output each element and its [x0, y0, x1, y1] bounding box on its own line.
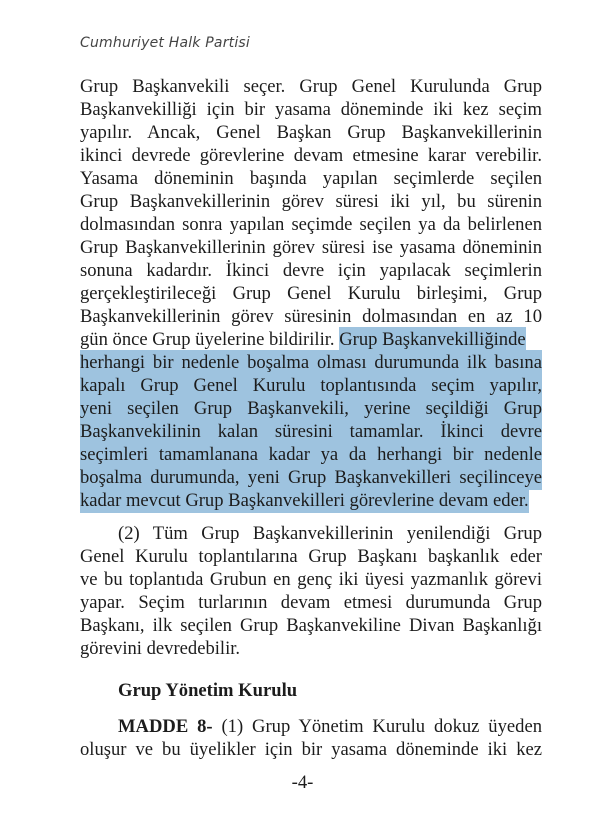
section-heading: Grup Yönetim Kurulu: [118, 680, 298, 701]
article-label: MADDE 8-: [118, 716, 213, 737]
article-text: (1) Grup Yönetim Kurulu dokuz üyeden: [212, 716, 542, 737]
text-line: Başkanı, ilk seçilen Grup Başkanvekiline Divan Başkanlığı: [80, 615, 542, 636]
text-line: Genel Kurulu toplantılarına Grup Başkanı başkanlık eder: [80, 546, 542, 567]
text-line: gerçekleştirileceği Grup Genel Kurulu birleşimi, Grup: [80, 283, 542, 304]
text-plain: gün önce Grup üyelerine bildirilir.: [80, 329, 340, 350]
highlighted-line[interactable]: [80, 489, 542, 512]
page-number: -4-: [291, 772, 314, 793]
text-line: oluşur ve bu üyelikler için bir yasama döneminde iki kez: [80, 739, 542, 760]
text-line: yapar. Seçim turlarının devam etmesi durumunda Grup: [80, 592, 542, 613]
text-line: (2) Tüm Grup Başkanvekillerinin yenilendiği Grup: [118, 523, 542, 544]
text-selection-highlight[interactable]: kapalı Grup Genel Kurulu toplantısında seçim yapılır,: [80, 375, 542, 396]
highlighted-line[interactable]: [80, 351, 542, 374]
text-selection-highlight[interactable]: Başkanvekilinin kalan süresini tamamlar. İkinci devre: [80, 421, 542, 442]
running-header: Cumhuriyet Halk Partisi: [80, 35, 251, 51]
text-line: Başkanvekillerinin görev süresinin dolmasından en az 10: [80, 306, 542, 327]
text-line: ve bu toplantıda Grubun en genç iki üyesi yazmanlık görevi: [80, 569, 542, 590]
text-line: Grup Başkanvekillerinin görev süresi ise yasama döneminin: [80, 237, 542, 258]
highlighted-line[interactable]: [80, 443, 542, 466]
text-selection-highlight[interactable]: boşalma durumunda, yeni Grup Başkanvekilleri seçilinceye: [80, 467, 542, 488]
text-line: Başkanvekilliği için bir yasama döneminde iki kez seçim: [80, 99, 542, 120]
highlighted-line[interactable]: [80, 397, 542, 420]
text-selection-highlight[interactable]: Grup Başkanvekilliğinde: [339, 329, 526, 350]
text-line: yapılır. Ancak, Genel Başkan Grup Başkanvekillerinin: [80, 122, 542, 143]
highlighted-line[interactable]: [80, 466, 542, 489]
highlighted-line[interactable]: [80, 374, 542, 397]
text-line: Yasama döneminin başında yapılan seçimlerde seçilen: [80, 168, 542, 189]
text-selection-highlight[interactable]: kadar mevcut Grup Başkanvekilleri görevlerine devam eder.: [80, 490, 529, 511]
text-line: Grup Başkanvekillerinin görev süresi iki yıl, bu sürenin: [80, 191, 542, 212]
text-selection-highlight[interactable]: herhangi bir nedenle boşalma olması durumunda ilk basına: [80, 352, 542, 373]
text-line: dolmasından sonra yapılan seçimde seçilen ya da belirlenen: [80, 214, 542, 235]
text-line: Grup Başkanvekili seçer. Grup Genel Kurulunda Grup: [80, 76, 542, 97]
text-selection-highlight[interactable]: seçimleri tamamlanana kadar ya da herhangi bir nedenle: [80, 444, 542, 465]
highlighted-line[interactable]: [80, 420, 542, 443]
text-line: görevini devredebilir.: [80, 638, 241, 659]
article-line: [118, 715, 542, 738]
text-selection-highlight[interactable]: yeni seçilen Grup Başkanvekili, yerine seçildiği Grup: [80, 398, 542, 419]
text-line: sonuna kadardır. İkinci devre için yapılacak seçimlerin: [80, 260, 542, 281]
text-line: [80, 328, 542, 351]
text-line: ikinci devrede görevlerine devam etmesine karar verebilir.: [80, 145, 542, 166]
